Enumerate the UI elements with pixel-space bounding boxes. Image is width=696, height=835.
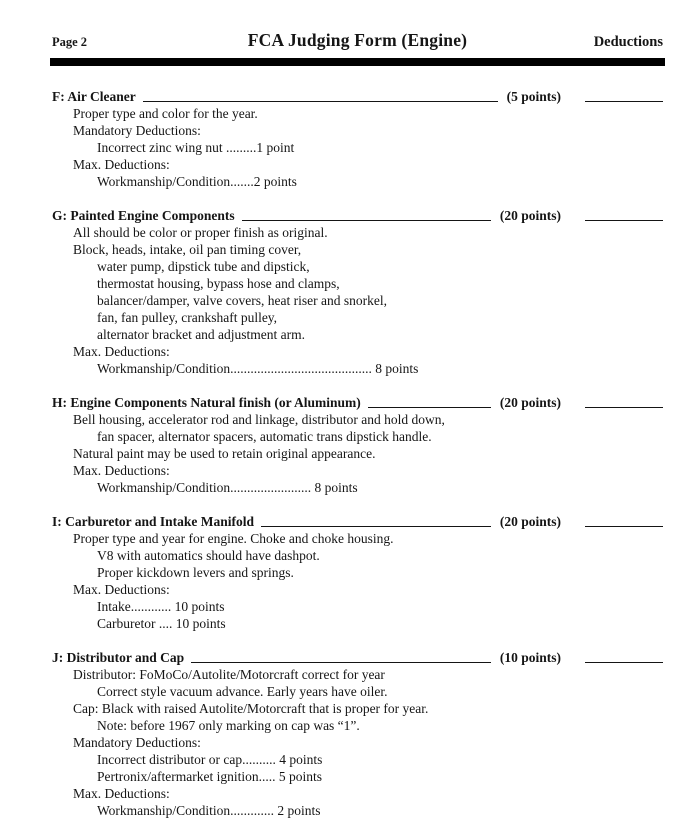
form-line: All should be color or proper finish as original. bbox=[73, 225, 328, 240]
form-line: Incorrect distributor or cap.......... 4 points bbox=[97, 752, 323, 767]
form-line: Workmanship/Condition............. 2 points bbox=[97, 803, 321, 818]
form-line: alternator bracket and adjustment arm. bbox=[97, 327, 306, 342]
form-line: Bell housing, accelerator rod and linkage, distributor and hold down, bbox=[73, 412, 445, 427]
form-line: Max. Deductions: bbox=[73, 786, 170, 801]
deductions-column-label: Deductions bbox=[593, 34, 663, 50]
form-line: Carburetor .... 10 points bbox=[97, 616, 226, 631]
form-line: Proper type and year for engine. Choke and choke housing. bbox=[73, 531, 394, 546]
form-line: Workmanship/Condition........................ 8 points bbox=[97, 480, 358, 495]
section-g-painted-engine-components bbox=[52, 207, 663, 377]
page-header bbox=[52, 30, 663, 51]
form-line: Incorrect zinc wing nut .........1 point bbox=[97, 140, 295, 155]
section-heading-row bbox=[52, 513, 663, 530]
section-heading: H: Engine Components Natural finish (or Aluminum) bbox=[52, 395, 361, 410]
section-j-distributor-and-cap bbox=[52, 649, 663, 819]
form-line: V8 with automatics should have dashpot. bbox=[97, 548, 320, 563]
deduction-score-blank[interactable] bbox=[585, 220, 663, 221]
section-f-air-cleaner bbox=[52, 88, 663, 190]
form-line: water pump, dipstick tube and dipstick, bbox=[97, 259, 310, 274]
form-line: Mandatory Deductions: bbox=[73, 735, 201, 750]
section-name-blank[interactable] bbox=[261, 526, 491, 527]
form-line: Max. Deductions: bbox=[73, 463, 170, 478]
form-line: Workmanship/Condition.......2 points bbox=[97, 174, 297, 189]
section-i-carburetor-and-intake-manifold bbox=[52, 513, 663, 632]
section-heading: I: Carburetor and Intake Manifold bbox=[52, 514, 255, 529]
section-points-label: (20 points) bbox=[499, 514, 561, 529]
form-line: Distributor: FoMoCo/Autolite/Motorcraft correct for year bbox=[73, 667, 385, 682]
section-points-label: (10 points) bbox=[499, 650, 561, 665]
section-heading-row bbox=[52, 88, 663, 105]
form-line: Correct style vacuum advance. Early years have oiler. bbox=[97, 684, 388, 699]
section-points-label: (5 points) bbox=[506, 89, 561, 104]
section-h-engine-components-natural-finish bbox=[52, 394, 663, 496]
form-line: Block, heads, intake, oil pan timing cover, bbox=[73, 242, 302, 257]
section-heading-row bbox=[52, 649, 663, 666]
section-heading-row bbox=[52, 394, 663, 411]
section-name-blank[interactable] bbox=[191, 662, 491, 663]
section-name-blank[interactable] bbox=[368, 407, 491, 408]
page-number: Page 2 bbox=[52, 35, 88, 49]
section-heading-row bbox=[52, 207, 663, 224]
deduction-score-blank[interactable] bbox=[585, 101, 663, 102]
form-line: Max. Deductions: bbox=[73, 157, 170, 172]
section-name-blank[interactable] bbox=[143, 101, 498, 102]
form-line: Max. Deductions: bbox=[73, 582, 170, 597]
section-heading: J: Distributor and Cap bbox=[52, 650, 185, 665]
form-line: Natural paint may be used to retain original appearance. bbox=[73, 446, 376, 461]
form-line: Max. Deductions: bbox=[73, 344, 170, 359]
deduction-score-blank[interactable] bbox=[585, 526, 663, 527]
form-line: Note: before 1967 only marking on cap was “1”. bbox=[97, 718, 360, 733]
form-line: Proper kickdown levers and springs. bbox=[97, 565, 294, 580]
form-line: Workmanship/Condition.......................................... 8 points bbox=[97, 361, 419, 376]
form-line: balancer/damper, valve covers, heat riser and snorkel, bbox=[97, 293, 387, 308]
form-line: fan spacer, alternator spacers, automatic trans dipstick handle. bbox=[97, 429, 432, 444]
section-name-blank[interactable] bbox=[242, 220, 491, 221]
form-line: Cap: Black with raised Autolite/Motorcraft that is proper for year. bbox=[73, 701, 429, 716]
form-line: Mandatory Deductions: bbox=[73, 123, 201, 138]
deduction-score-blank[interactable] bbox=[585, 662, 663, 663]
section-points-label: (20 points) bbox=[499, 208, 561, 223]
form-line: thermostat housing, bypass hose and clamps, bbox=[97, 276, 340, 291]
section-heading: F: Air Cleaner bbox=[52, 89, 136, 104]
section-points-label: (20 points) bbox=[499, 395, 561, 410]
page-title: FCA Judging Form (Engine) bbox=[247, 30, 468, 50]
section-heading: G: Painted Engine Components bbox=[52, 208, 235, 223]
form-line: Intake............ 10 points bbox=[97, 599, 225, 614]
deduction-score-blank[interactable] bbox=[585, 407, 663, 408]
form-line: fan, fan pulley, crankshaft pulley, bbox=[97, 310, 278, 325]
form-line: Pertronix/aftermarket ignition..... 5 points bbox=[97, 769, 322, 784]
header-rule bbox=[50, 58, 665, 66]
form-line: Proper type and color for the year. bbox=[73, 106, 258, 121]
